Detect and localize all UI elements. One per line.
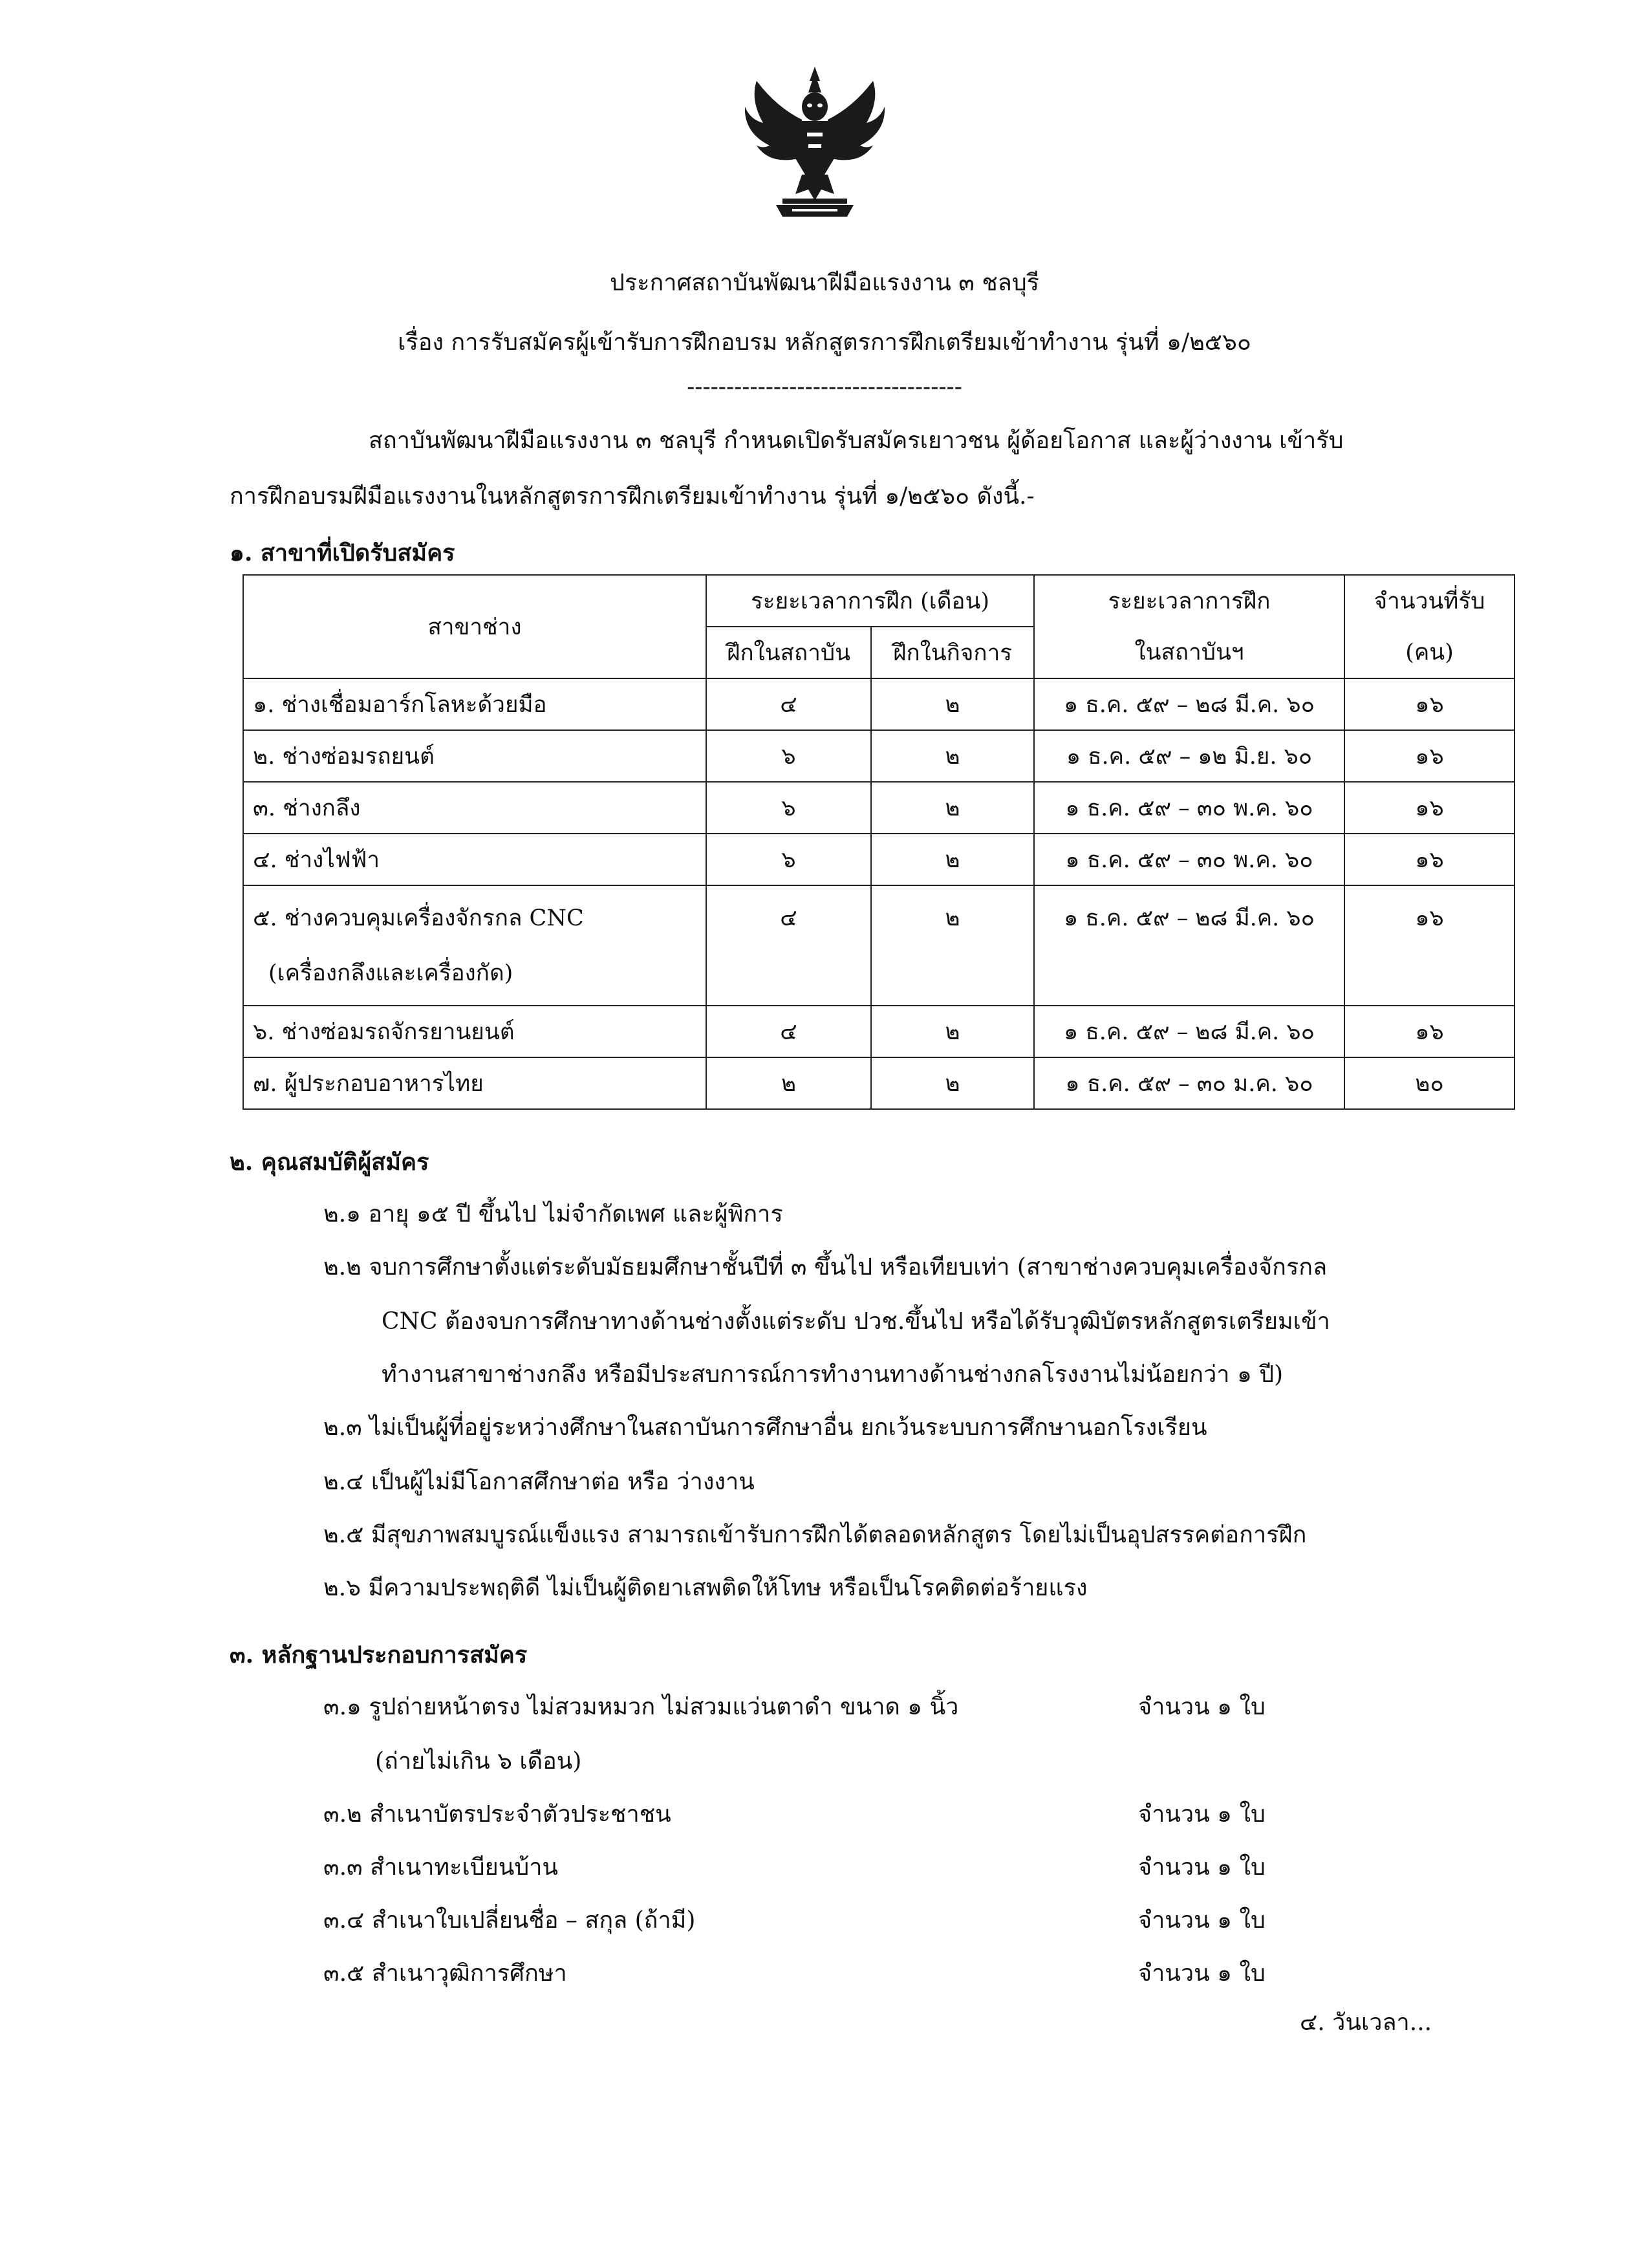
months-in-institute: ๔ <box>706 678 871 730</box>
qualification-item: ๒.๒ จบการศึกษาตั้งแต่ระดับมัธยมศึกษาชั้นปีที่ ๓ ขึ้นไป หรือเทียบเท่า (สาขาช่างควบคุมเครื่องจักรกล <box>323 1254 1328 1280</box>
table-row <box>243 1057 1514 1109</box>
branch-name: ๗. ผู้ประกอบอาหารไทย <box>243 1057 706 1109</box>
col-header-period-2: ในสถาบันฯ <box>1034 627 1344 678</box>
branch-name <box>243 885 706 1006</box>
table-row <box>243 782 1514 834</box>
seat-count: ๑๖ <box>1344 885 1514 1006</box>
col-header-in-company: ฝึกในกิจการ <box>871 627 1034 678</box>
months-in-institute: ๖ <box>706 834 871 885</box>
qualification-item: ๒.๖ มีความประพฤติดี ไม่เป็นผู้ติดยาเสพติดให้โทษ หรือเป็นโรคติดต่อร้ายแรง <box>323 1575 1088 1601</box>
table-row <box>243 730 1514 782</box>
training-period: ๑ ธ.ค. ๕๙ – ๒๘ มี.ค. ๖๐ <box>1034 885 1344 1006</box>
months-in-company: ๒ <box>871 834 1034 885</box>
document-item: ๓.๔ สำเนาใบเปลี่ยนชื่อ – สกุล (ถ้ามี) <box>323 1907 696 1934</box>
document-item: ๓.๒ สำเนาบัตรประจำตัวประชาชน <box>323 1801 671 1828</box>
intro-line-1: สถาบันพัฒนาฝีมือแรงงาน ๓ ชลบุรี กำหนดเปิดรับสมัครเยาวชน ผู้ด้อยโอกาส และผู้ว่างงาน เข้ารับ <box>369 427 1344 454</box>
months-in-institute: ๒ <box>706 1057 871 1109</box>
col-header-duration: ระยะเวลาการฝึก (เดือน) <box>706 575 1034 627</box>
col-header-branch: สาขาช่าง <box>243 575 706 678</box>
months-in-institute: ๖ <box>706 730 871 782</box>
col-header-count-1: จำนวนที่รับ <box>1344 575 1514 627</box>
document-quantity: จำนวน ๑ ใบ <box>1138 1801 1266 1828</box>
seat-count: ๑๖ <box>1344 834 1514 885</box>
months-in-company: ๒ <box>871 885 1034 1006</box>
months-in-company: ๒ <box>871 1006 1034 1057</box>
training-period: ๑ ธ.ค. ๕๙ – ๓๐ พ.ค. ๖๐ <box>1034 834 1344 885</box>
seat-count: ๑๖ <box>1344 1006 1514 1057</box>
table-row <box>243 1006 1514 1057</box>
seat-count: ๑๖ <box>1344 730 1514 782</box>
training-period: ๑ ธ.ค. ๕๙ – ๓๐ ม.ค. ๖๐ <box>1034 1057 1344 1109</box>
months-in-company: ๒ <box>871 1057 1034 1109</box>
section-2-heading: ๒. คุณสมบัติผู้สมัคร <box>230 1149 429 1176</box>
months-in-company: ๒ <box>871 678 1034 730</box>
branch-name: ๓. ช่างกลึง <box>243 782 706 834</box>
table-row <box>243 885 1514 1006</box>
page-continuation: ๔. วันเวลา... <box>1300 2009 1432 2036</box>
col-header-in-institute: ฝึกในสถาบัน <box>706 627 871 678</box>
col-header-count-2: (คน) <box>1344 627 1514 678</box>
qualification-item-continuation: ทำงานสาขาช่างกลึง หรือมีประสบการณ์การทำงานทางด้านช่างกลโรงงานไม่น้อยกว่า ๑ ปี) <box>382 1361 1284 1388</box>
section-1-heading: ๑. สาขาที่เปิดรับสมัคร <box>230 539 455 567</box>
qualification-item: ๒.๓ ไม่เป็นผู้ที่อยู่ระหว่างศึกษาในสถาบันการศึกษาอื่น ยกเว้นระบบการศึกษานอกโรงเรียน <box>323 1414 1207 1441</box>
months-in-institute: ๔ <box>706 885 871 1006</box>
document-item: ๓.๕ สำเนาวุฒิการศึกษา <box>323 1960 567 1987</box>
document-item: ๓.๑ รูปถ่ายหน้าตรง ไม่สวมหมวก ไม่สวมแว่นตาดำ ขนาด ๑ นิ้ว <box>323 1694 959 1720</box>
months-in-company: ๒ <box>871 730 1034 782</box>
training-branches-table <box>242 574 1515 1110</box>
document-item: ๓.๓ สำเนาทะเบียนบ้าน <box>323 1854 559 1881</box>
document-item-note: (ถ่ายไม่เกิน ๖ เดือน) <box>375 1748 582 1775</box>
document-quantity: จำนวน ๑ ใบ <box>1138 1960 1266 1987</box>
qualification-item: ๒.๑ อายุ ๑๕ ปี ขึ้นไป ไม่จำกัดเพศ และผู้พิการ <box>323 1201 783 1227</box>
branch-name: ๑. ช่างเชื่อมอาร์กโลหะด้วยมือ <box>243 678 706 730</box>
branch-name: ๔. ช่างไฟฟ้า <box>243 834 706 885</box>
training-period: ๑ ธ.ค. ๕๙ – ๒๘ มี.ค. ๖๐ <box>1034 1006 1344 1057</box>
intro-line-2: การฝึกอบรมฝีมือแรงงานในหลักสูตรการฝึกเตรียมเข้าทำงาน รุ่นที่ ๑/๒๕๖๐ ดังนี้.- <box>230 483 1035 510</box>
branch-name: ๖. ช่างซ่อมรถจักรยานยนต์ <box>243 1006 706 1057</box>
seat-count: ๑๖ <box>1344 678 1514 730</box>
qualification-item-continuation: CNC ต้องจบการศึกษาทางด้านช่างตั้งแต่ระดับ ปวช.ขึ้นไป หรือได้รับวุฒิบัตรหลักสูตรเตรียมเข้า <box>382 1308 1330 1335</box>
branch-name-line-2: (เครื่องกลึงและเครื่องกัด) <box>268 960 513 986</box>
header-separator: ----------------------------------- <box>687 374 962 400</box>
table-row <box>243 678 1514 730</box>
months-in-institute: ๔ <box>706 1006 871 1057</box>
qualification-item: ๒.๕ มีสุขภาพสมบูรณ์แข็งแรง สามารถเข้ารับการฝึกได้ตลอดหลักสูตร โดยไม่เป็นอุปสรรคต่อการฝึก <box>323 1522 1307 1548</box>
garuda-emblem-icon <box>737 61 892 223</box>
training-period: ๑ ธ.ค. ๕๙ – ๑๒ มิ.ย. ๖๐ <box>1034 730 1344 782</box>
training-period: ๑ ธ.ค. ๕๙ – ๓๐ พ.ค. ๖๐ <box>1034 782 1344 834</box>
months-in-company: ๒ <box>871 782 1034 834</box>
seat-count: ๑๖ <box>1344 782 1514 834</box>
branch-name: ๒. ช่างซ่อมรถยนต์ <box>243 730 706 782</box>
document-quantity: จำนวน ๑ ใบ <box>1138 1907 1266 1934</box>
col-header-period-1: ระยะเวลาการฝึก <box>1034 575 1344 627</box>
section-3-heading: ๓. หลักฐานประกอบการสมัคร <box>230 1641 528 1669</box>
announcement-title: ประกาศสถาบันพัฒนาฝีมือแรงงาน ๓ ชลบุรี <box>609 270 1040 296</box>
months-in-institute: ๖ <box>706 782 871 834</box>
document-quantity: จำนวน ๑ ใบ <box>1138 1854 1266 1881</box>
qualification-item: ๒.๔ เป็นผู้ไม่มีโอกาสศึกษาต่อ หรือ ว่างงาน <box>323 1469 755 1495</box>
seat-count: ๒๐ <box>1344 1057 1514 1109</box>
branch-name-line-1: ๕. ช่างควบคุมเครื่องจักรกล CNC <box>253 905 584 931</box>
document-quantity: จำนวน ๑ ใบ <box>1138 1694 1266 1720</box>
announcement-subject: เรื่อง การรับสมัครผู้เข้ารับการฝึกอบรม หลักสูตรการฝึกเตรียมเข้าทำงาน รุ่นที่ ๑/๒๕๖๐ <box>398 329 1251 356</box>
table-row <box>243 834 1514 885</box>
training-period: ๑ ธ.ค. ๕๙ – ๒๘ มี.ค. ๖๐ <box>1034 678 1344 730</box>
